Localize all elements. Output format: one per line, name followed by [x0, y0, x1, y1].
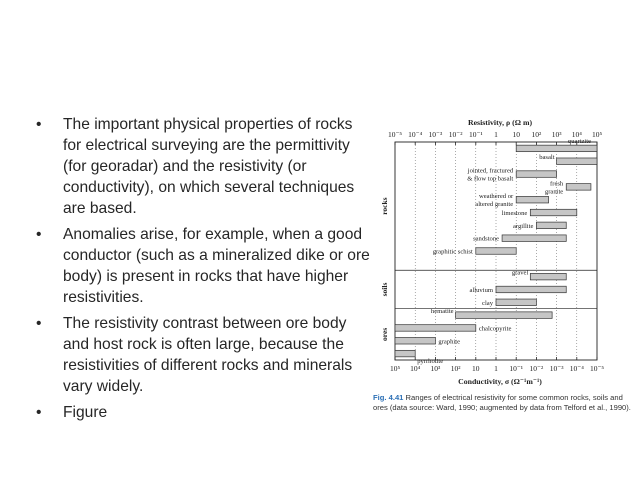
top-tick-label: 10⁻⁵	[387, 130, 403, 139]
bullet-text: Figure	[63, 404, 108, 421]
range-bar	[456, 312, 553, 319]
range-bar-label	[475, 193, 514, 208]
range-bar	[395, 325, 476, 332]
bullet-text: Anomalies arise, for example, when a good conductor (such as a mineralized dike or ore body) is present in rocks that have higher resistivities.	[63, 226, 370, 306]
range-bar-label	[473, 236, 499, 243]
top-tick-label: 10⁻¹	[468, 130, 483, 139]
range-bar	[530, 273, 566, 280]
range-bar-label	[568, 138, 591, 145]
range-bar	[395, 338, 435, 345]
range-bar-label-line: quartzite	[567, 138, 591, 146]
bullet-glyph: •	[36, 226, 42, 243]
range-bar-label-line: alluvium	[469, 286, 493, 294]
range-bar-label-line: graphitic schist	[432, 248, 473, 256]
range-bar-label	[479, 325, 512, 332]
range-bar-label	[513, 223, 533, 230]
bullet-glyph: •	[36, 404, 42, 421]
range-bar	[502, 235, 566, 242]
range-bar-label-line: chalcopyrite	[478, 325, 512, 333]
range-bar	[476, 248, 516, 255]
range-bar-label	[512, 269, 529, 276]
top-tick-label: 1	[494, 130, 498, 139]
bottom-tick-label: 10⁵	[389, 364, 401, 373]
range-bar-label	[417, 358, 443, 365]
range-bar-label-line: weathered or	[478, 193, 514, 201]
bullet-text: The important physical properties of rocks for electrical surveying are the permittivity (for georadar) and the resistivity (or conductivity), on which several techniques are based.	[63, 116, 355, 217]
range-bar-label-line: jointed, fractured	[467, 167, 514, 175]
bottom-tick-label: 10⁻³	[549, 364, 564, 373]
range-bar-label	[502, 210, 528, 217]
range-bar-label-line: basalt	[539, 153, 555, 161]
bottom-tick-label: 10	[472, 364, 480, 373]
top-tick-label: 10⁻⁴	[408, 130, 423, 139]
bullet-item	[36, 114, 372, 219]
bottom-tick-label: 10²	[450, 364, 461, 373]
range-bar	[557, 158, 597, 165]
range-bar	[496, 299, 536, 306]
top-tick-label: 10⁻²	[448, 130, 463, 139]
bullet-text: The resistivity contrast between ore body and host rock is often large, because the resistivities of different rocks and minerals vary widely.	[63, 315, 353, 395]
range-bar	[516, 196, 548, 203]
range-bar-label	[470, 287, 494, 294]
range-bar	[395, 350, 415, 357]
range-bar-label-line: argillite	[513, 222, 534, 230]
bullet-glyph: •	[36, 116, 42, 133]
bottom-tick-label: 10⁻⁵	[589, 364, 605, 373]
range-bar-label	[539, 154, 555, 161]
bullet-glyph: •	[36, 315, 42, 332]
top-axis-label: Resistivity, ρ (Ω m)	[467, 118, 533, 127]
bottom-axis-label: Conductivity, σ (Ω⁻¹m⁻¹)	[458, 377, 542, 386]
figure-number: Fig. 4.41	[373, 393, 404, 402]
range-bar	[496, 286, 566, 293]
bottom-tick-label: 10⁻¹	[509, 364, 524, 373]
range-bar-label-line: & flow top basalt	[467, 175, 514, 183]
range-bar-label-line: limestone	[501, 210, 528, 218]
range-bar	[566, 184, 591, 191]
range-bar-label	[482, 300, 494, 307]
figure-caption	[373, 393, 635, 414]
bullet-item	[36, 313, 372, 397]
group-label: ores	[380, 327, 389, 341]
range-bar-label	[545, 180, 564, 195]
bottom-tick-label: 10³	[430, 364, 441, 373]
top-tick-label: 10⁴	[571, 130, 582, 139]
bullet-item	[36, 224, 372, 308]
range-bar	[516, 145, 597, 152]
top-tick-label: 10²	[531, 130, 542, 139]
range-bar-label-line: gravel	[511, 269, 529, 277]
range-bar-label-line: pyrrhotite	[417, 357, 444, 365]
top-tick-label: 10³	[551, 130, 562, 139]
range-bar-label-line: granite	[544, 188, 564, 196]
range-bar-label-line: fresh	[550, 180, 564, 188]
range-bar	[536, 222, 566, 229]
top-tick-label: 10	[512, 130, 520, 139]
range-bar-label	[467, 168, 514, 183]
range-bar-label	[438, 338, 460, 345]
range-bar-label-line: graphite	[438, 338, 461, 346]
bottom-tick-label: 1	[494, 364, 498, 373]
range-bar-label-line: sandstone	[473, 235, 500, 243]
top-tick-label: 10⁵	[591, 130, 603, 139]
range-bar-label	[431, 308, 454, 315]
range-bar-label	[433, 249, 473, 256]
bullet-item	[36, 402, 372, 423]
group-label: rocks	[380, 197, 389, 215]
group-label: soils	[380, 282, 389, 297]
range-bar	[530, 209, 576, 216]
top-tick-label: 10⁻³	[428, 130, 443, 139]
resistivity-figure	[365, 108, 635, 438]
resistivity-chart	[365, 108, 635, 398]
bottom-tick-label: 10⁻²	[529, 364, 544, 373]
bottom-tick-label: 10⁴	[410, 364, 421, 373]
range-bar	[516, 171, 556, 178]
bullet-list	[36, 114, 372, 428]
range-bar-label-line: clay	[482, 299, 493, 307]
range-bar-label-line: hematite	[430, 307, 454, 315]
bottom-tick-label: 10⁻⁴	[569, 364, 584, 373]
figure-caption-text: Ranges of electrical resistivity for some common rocks, soils and ores (data source: Ward, 1990; augmented by data from Telford et al., 1990).	[373, 393, 631, 413]
range-bar-label-line: altered granite	[475, 201, 514, 209]
